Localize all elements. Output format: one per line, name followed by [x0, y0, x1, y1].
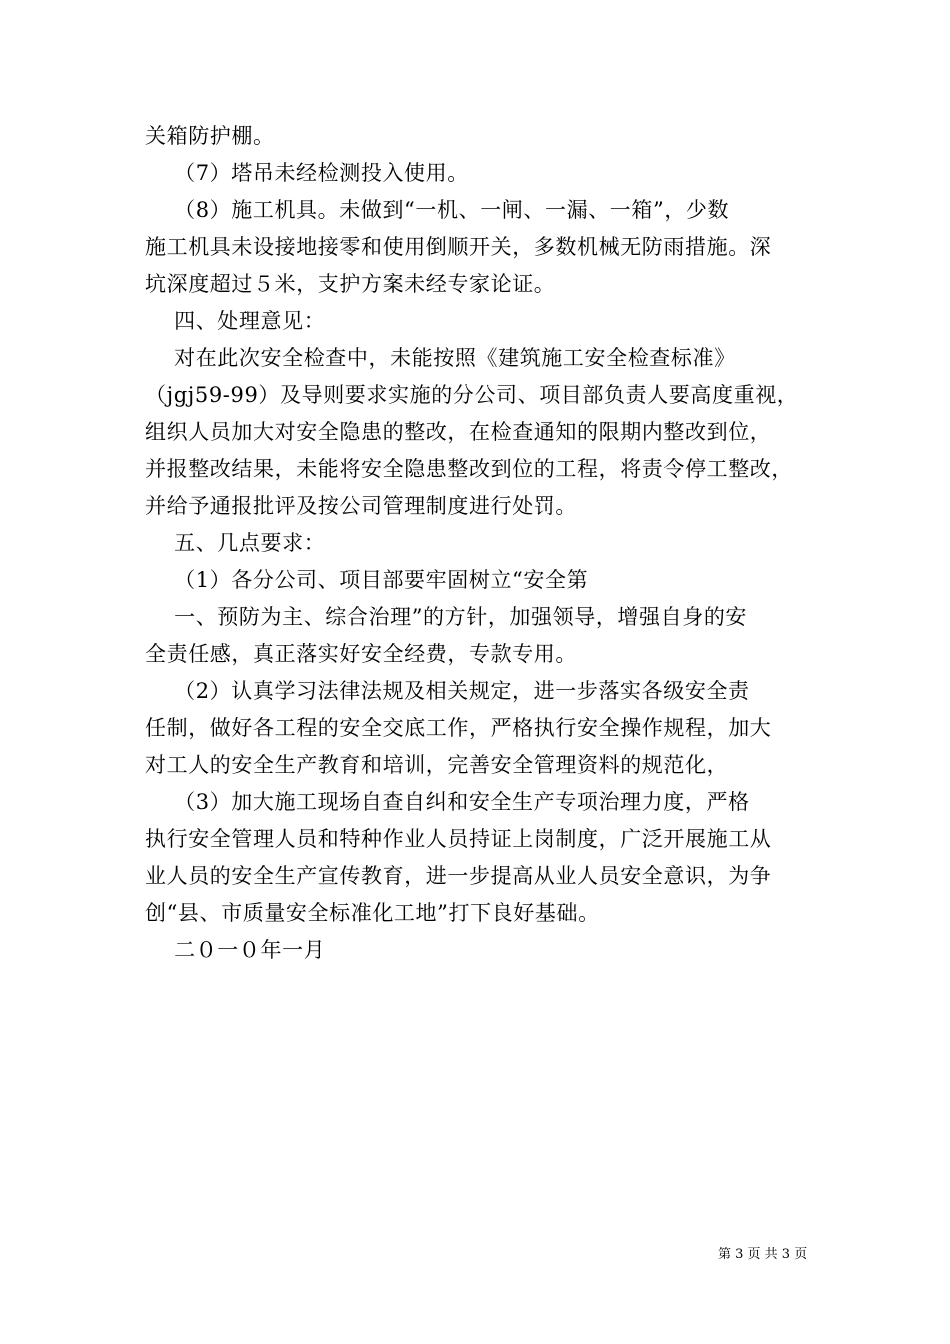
text-line: （2）认真学习法律法规及相关规定，进一步落实各级安全责	[145, 679, 750, 703]
text-line: 执行安全管理人员和特种作业人员持证上岗制度，广泛开展施工从	[145, 827, 772, 851]
text-line: （7）塔吊未经检测投入使用。	[145, 161, 469, 185]
text-line: 关箱防护棚。	[145, 124, 275, 148]
text-line: （jgj59-99）及导则要求实施的分公司、项目部负责人要高度重视，	[145, 383, 799, 407]
text-line: 任制，做好各工程的安全交底工作，严格执行安全操作规程，加大	[145, 716, 772, 740]
text-line: （1）各分公司、项目部要牢固树立“安全第	[145, 568, 589, 592]
text-line: 坑深度超过５米，支护方案未经专家论证。	[145, 272, 556, 296]
text-line: 对工人的安全生产教育和培训，完善安全管理资料的规范化，	[145, 753, 729, 777]
text-line: 并给予通报批评及按公司管理制度进行处罚。	[145, 494, 577, 518]
text-line: 一、预防为主、综合治理”的方针，加强领导，增强自身的安	[145, 605, 748, 629]
text-line: 创“县、市质量安全标准化工地”打下良好基础。	[145, 901, 600, 925]
text-line: 对在此次安全检查中，未能按照《建筑施工安全检查标准》	[145, 346, 736, 370]
text-line: 施工机具未设接地接零和使用倒顺开关，多数机械无防雨措施。深	[145, 235, 772, 259]
section-heading: 五、几点要求：	[145, 531, 326, 555]
text-line: （3）加大施工现场自查自纠和安全生产专项治理力度，严格	[145, 790, 750, 814]
page-number: 第 3 页 共 3 页	[718, 1247, 808, 1262]
text-line: 全责任感，真正落实好安全经费，专款专用。	[145, 642, 577, 666]
text-line: 业人员的安全生产宣传教育，进一步提高从业人员安全意识，为争	[145, 864, 772, 888]
section-heading: 四、处理意见：	[145, 309, 326, 333]
text-line: 并报整改结果，未能将安全隐患整改到位的工程，将责令停工整改，	[145, 457, 793, 481]
text-line: （8）施工机具。未做到“一机、一闸、一漏、一箱”，少数	[145, 198, 730, 222]
text-line: 组织人员加大对安全隐患的整改，在检查通知的限期内整改到位，	[145, 420, 772, 444]
date-line: 二０一０年一月	[145, 938, 326, 962]
